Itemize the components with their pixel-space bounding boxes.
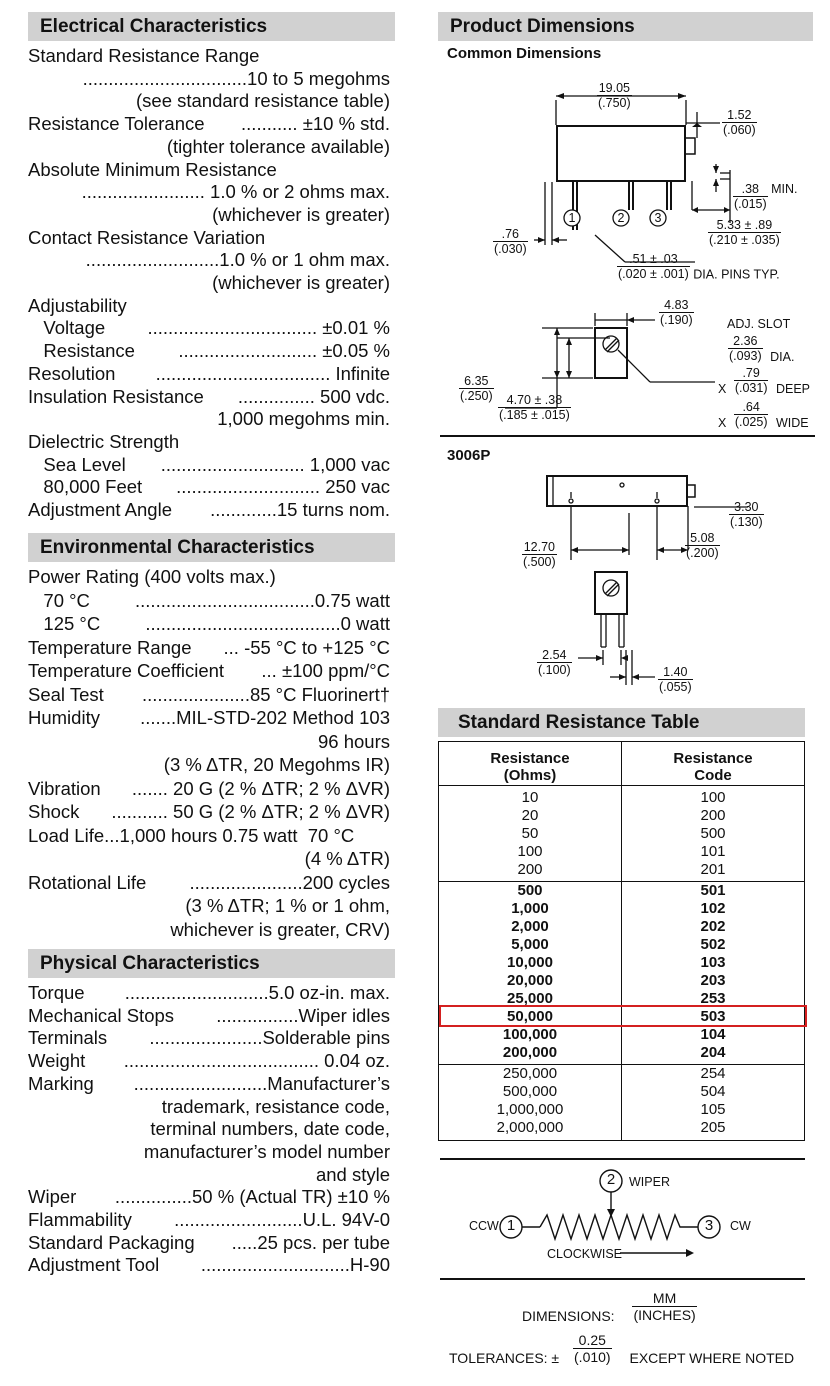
code-cell: 254 [622,1065,805,1084]
pin2-label: 2 [617,211,625,225]
dim-3006p-row [537,648,572,677]
schematic-t1: 1 [506,1217,516,1234]
table-row [439,972,805,990]
environmental-value: (3 % ΔTR, 20 Megohms IR) [163,754,390,775]
dim-3006p-pin-mm: 1.40 [658,665,693,680]
dimensions-note-label: DIMENSIONS: [522,1308,615,1325]
electrical-label: Sea Level [28,453,126,475]
dim-pin-dia [617,252,780,282]
dim-knob-in: (.060) [723,123,756,137]
electrical-value: ........... ±10 % std. [241,113,390,135]
resistance-cell: 10 [521,789,539,806]
dimensions-note-inches: (INCHES) [633,1307,696,1323]
code-cell: 201 [622,861,805,882]
electrical-label: Standard Resistance Range [28,45,260,66]
dim-3006p-pitch [685,531,720,560]
resistance-table-header: Standard Resistance Table [438,708,805,737]
environmental-label: Load Life...1,000 hours 0.75 watt 70 °C [28,824,355,846]
environmental-label: Temperature Range [28,636,192,658]
table-row [439,918,805,936]
electrical-value: .................................. Infinite [155,362,390,384]
environmental-value: ...................................0.75 watt [135,589,390,611]
physical-label: Terminals [28,1027,108,1049]
dim-slot-deep-note: DEEP [775,381,811,396]
electrical-value: .............15 turns nom. [210,499,390,520]
physical-value: .............................H-90 [200,1254,390,1276]
environmental-value: ........... 50 G (2 % ΔTR; 2 % ΔVR) [111,801,390,822]
code-cell: 104 [622,1026,805,1044]
environmental-header: Environmental Characteristics [28,533,395,562]
dim-knob-width-mm: 4.83 [659,298,694,313]
dim-3006p-span-in: (.500) [523,555,556,569]
environmental-value: 96 hours [318,730,390,752]
physical-value: ...............50 % (Actual TR) ±10 % [114,1186,390,1208]
dim-depth-mm: 6.35 [459,374,494,389]
environmental-value: ... ±100 ppm/°C [261,660,390,681]
physical-value: ......................Solderable pins [149,1027,390,1049]
dim-knob [722,108,757,137]
dim-3006p-pin-in: (.055) [659,680,692,694]
code-cell: 204 [622,1044,805,1065]
schematic-ccw-label: CCW [469,1219,499,1233]
environmental-label: Humidity [28,707,100,728]
dim-slot-deep-mm: .79 [734,366,769,381]
resistance-cell: 500 [439,882,622,901]
electrical-value: (tighter tolerance available) [166,135,390,157]
tolerances-note-inches: (.010) [574,1349,611,1365]
physical-value: .....25 pcs. per tube [231,1231,390,1253]
physical-label: Weight [28,1050,86,1072]
resistance-col-header: Resistance (Ohms) [439,742,622,786]
environmental-label: Shock [28,801,80,822]
electrical-label: Absolute Minimum Resistance [28,158,277,180]
resistance-cell: 100,000 [502,1026,558,1043]
table-row [439,882,805,901]
resistance-cell: 1,000 [511,900,549,917]
code-cell: 101 [622,843,805,861]
dim-standoff-in: (.015) [734,197,767,211]
dim-slot-wide-mm: .64 [734,400,769,415]
physical-value: ..........................Manufacturer’s [133,1072,390,1094]
physical-value: and style [315,1163,390,1185]
environmental-label: 70 °C [28,589,90,611]
dim-edge-in: (.030) [494,242,527,256]
dim-edge [493,227,528,256]
environmental-label: 125 °C [28,613,101,634]
dim-standoff-mm: .38 [733,182,768,197]
dim-standoff-min: MIN. [771,182,798,196]
highlight-box [439,1005,807,1027]
electrical-value: ................................10 to 5 megohms [82,67,390,89]
physical-header: Physical Characteristics [28,949,395,978]
electrical-header: Electrical Characteristics [28,12,395,41]
code-cell: 202 [622,918,805,936]
dim-3006p-pitch-mm: 5.08 [685,531,720,546]
dimensions-header: Product Dimensions [438,12,813,41]
code-cell: 100 [622,786,805,808]
code-cell: 205 [622,1119,805,1141]
dim-slot-wide-in: (.025) [734,415,768,429]
dim-3006p-height-mm: 3.30 [729,500,764,515]
dim-slot-dia-mm: 2.36 [728,334,763,349]
resistance-cell: 25,000 [507,990,553,1007]
electrical-label: Insulation Resistance [28,385,204,407]
resistance-cell: 2,000 [511,918,549,935]
electrical-value: ..........................1.0 % or 1 ohm max. [85,249,390,271]
table-row [439,954,805,972]
dimensions-note [522,1290,697,1324]
dim-knob-mm: 1.52 [722,108,757,123]
environmental-value: ......................200 cycles [189,871,390,893]
schematic-bottom-rule [440,1278,805,1280]
environmental-value: .......MIL-STD-202 Method 103 [140,707,390,728]
tolerances-note [449,1332,794,1366]
resistance-cell: 100 [517,843,543,860]
code-cell: 102 [622,900,805,918]
table-row [439,861,805,882]
table-row [439,936,805,954]
resistance-cell: 250,000 [439,1065,622,1084]
schematic-t3: 3 [704,1217,714,1234]
environmental-value: ....... 20 G (2 % ΔTR; 2 % ΔVR) [131,777,390,799]
resistance-cell: 1,000,000 [496,1101,564,1118]
physical-label: Flammability [28,1209,132,1230]
dim-3006p-height-in: (.130) [730,515,763,529]
dim-pin-dia-mm: .51 ± .03 [617,252,690,267]
dim-knob-width-in: (.190) [660,313,693,327]
environmental-value: ... -55 °C to +125 °C [223,636,390,658]
dim-pin-length-in: (.210 ± .035) [709,233,780,247]
dim-depth [459,374,494,403]
electrical-label: Adjustment Angle [28,499,172,520]
physical-value: ...................................... 0.04 oz. [123,1050,390,1072]
resistance-table [438,741,805,1141]
dim-slot-dia-in: (.093) [729,349,762,363]
environmental-value: (4 % ΔTR) [304,848,390,869]
electrical-value: ............................ 1,000 vac [160,453,390,475]
code-cell: 200 [622,807,805,825]
table-row [439,843,805,861]
model-3006p-title: 3006P [447,447,491,464]
electrical-value: (whichever is greater) [212,272,390,293]
resistance-cell: 50,000 [507,1008,553,1025]
table-row [439,825,805,843]
schematic-cw-label: CW [730,1219,751,1233]
resistance-cell: 200 [517,861,543,878]
table-row [439,1119,805,1141]
code-cell: 203 [622,972,805,990]
schematic-wiper-label: WIPER [629,1175,670,1189]
electrical-value: ............................ 250 vac [176,476,390,498]
electrical-label: Contact Resistance Variation [28,226,266,248]
dim-width [597,81,632,110]
dim-3006p-height [729,500,764,529]
dim-slot-offset-in: (.185 ± .015) [499,408,570,422]
common-dimensions-title: Common Dimensions [447,45,602,62]
environmental-value: .....................85 °C Fluorinert† [142,683,390,705]
dim-slot-dia-note: DIA. [770,349,795,364]
code-cell: 105 [622,1101,805,1119]
dim-width-mm: 19.05 [598,81,630,95]
environmental-value: (3 % ΔTR; 1 % or 1 ohm, [185,895,390,916]
physical-label: Mechanical Stops [28,1004,175,1026]
electrical-value: ............... 500 vdc. [237,385,390,407]
table-row [439,1044,805,1065]
code-cell: 502 [622,936,805,954]
physical-label: Wiper [28,1186,77,1208]
physical-label: Marking [28,1072,94,1094]
electrical-value: (whichever is greater) [212,203,390,225]
physical-value: ............................5.0 oz-in. max. [124,982,390,1003]
dim-slot-offset-mm: 4.70 ± .38 [498,393,571,408]
environmental-label: Rotational Life [28,871,147,893]
dim-3006p-span [522,540,557,569]
dim-3006p-pin [658,665,693,694]
resistance-cell: 10,000 [507,954,553,971]
dim-depth-in: (.250) [460,389,493,403]
electrical-label: Dielectric Strength [28,430,180,452]
resistance-cell: 2,000,000 [496,1119,564,1136]
physical-value: .........................U.L. 94V-0 [174,1209,390,1230]
table-row [439,786,805,808]
dim-pin-length [708,218,781,247]
code-cell: 504 [622,1083,805,1101]
dim-slot-deep-in: (.031) [734,381,768,395]
table-row [439,1101,805,1119]
schematic-t2: 2 [606,1171,616,1188]
physical-label: Standard Packaging [28,1231,195,1253]
tolerances-note-mm: 0.25 [573,1332,612,1349]
electrical-value: 1,000 megohms min. [217,408,390,430]
environmental-label: Power Rating (400 volts max.) [28,566,276,587]
physical-value: ................Wiper idles [216,1004,390,1026]
physical-value: trademark, resistance code, [161,1095,390,1117]
tolerances-note-except: EXCEPT WHERE NOTED [629,1350,795,1367]
environmental-value: whichever is greater, CRV) [170,918,390,940]
electrical-label: Adjustability [28,294,127,316]
environmental-value: ......................................0 watt [145,613,390,634]
dim-3006p-row-mm: 2.54 [537,648,572,663]
code-cell: 103 [622,954,805,972]
electrical-label: Resolution [28,362,116,384]
section-divider [440,435,815,437]
dim-slot-offset [498,393,571,422]
pin3-label: 3 [654,211,662,225]
code-cell: 253 [622,990,805,1008]
table-row [439,900,805,918]
resistance-cell: 200,000 [502,1044,558,1061]
electrical-value: ........................ 1.0 % or 2 ohms max. [81,181,390,203]
resistance-cell: 500,000 [502,1083,558,1100]
dim-pin-length-mm: 5.33 ± .89 [708,218,781,233]
resistance-cell: 20,000 [507,972,553,989]
table-row [439,1065,805,1084]
resistance-cell: 5,000 [511,936,549,953]
code-cell: 501 [622,882,805,901]
electrical-value: ................................. ±0.01 % [147,317,390,339]
dim-slot-x1: X [718,381,727,396]
environmental-label: Vibration [28,777,101,799]
dim-3006p-pitch-in: (.200) [686,546,719,560]
dim-slot-dia [728,334,794,364]
dim-width-in: (.750) [598,96,631,110]
table-row [439,807,805,825]
dim-standoff [733,182,798,211]
code-col-header: Resistance Code [622,742,805,786]
dim-pin-dia-note: DIA. PINS TYP. [693,267,780,282]
dim-edge-mm: .76 [493,227,528,242]
environmental-label: Seal Test [28,683,104,705]
dim-knob-width [659,298,694,327]
dim-slot-wide-note: WIDE [775,415,809,430]
dim-3006p-span-mm: 12.70 [523,540,555,554]
code-cell: 503 [622,1008,805,1026]
environmental-label: Temperature Coefficient [28,660,225,681]
dim-slot-deep [718,366,810,396]
resistance-cell: 50 [521,825,539,842]
electrical-value: (see standard resistance table) [136,90,390,112]
dim-pin-dia-in: (.020 ± .001) [618,267,689,281]
schematic-clockwise-label: CLOCKWISE [547,1247,623,1261]
table-row [439,1083,805,1101]
pin1-label: 1 [568,211,576,225]
physical-label: Torque [28,982,85,1003]
electrical-label: 80,000 Feet [28,476,143,498]
dim-slot-x2: X [718,415,727,430]
electrical-label: Resistance [28,340,135,362]
dim-slot-wide [718,400,809,430]
adj-slot-label: ADJ. SLOT [727,317,791,331]
resistance-cell: 20 [521,807,539,824]
physical-value: manufacturer’s model number [143,1140,390,1162]
electrical-label: Voltage [28,317,106,339]
table-row [439,1026,805,1044]
dimensions-note-mm: MM [632,1290,696,1307]
electrical-label: Resistance Tolerance [28,113,205,135]
physical-label: Adjustment Tool [28,1254,160,1276]
code-cell: 500 [622,825,805,843]
physical-value: terminal numbers, date code, [150,1118,390,1140]
model-3006p-drawing [430,465,830,695]
tolerances-note-label: TOLERANCES: ± [449,1350,560,1367]
dim-3006p-row-in: (.100) [538,663,571,677]
electrical-value: ........................... ±0.05 % [178,340,390,362]
